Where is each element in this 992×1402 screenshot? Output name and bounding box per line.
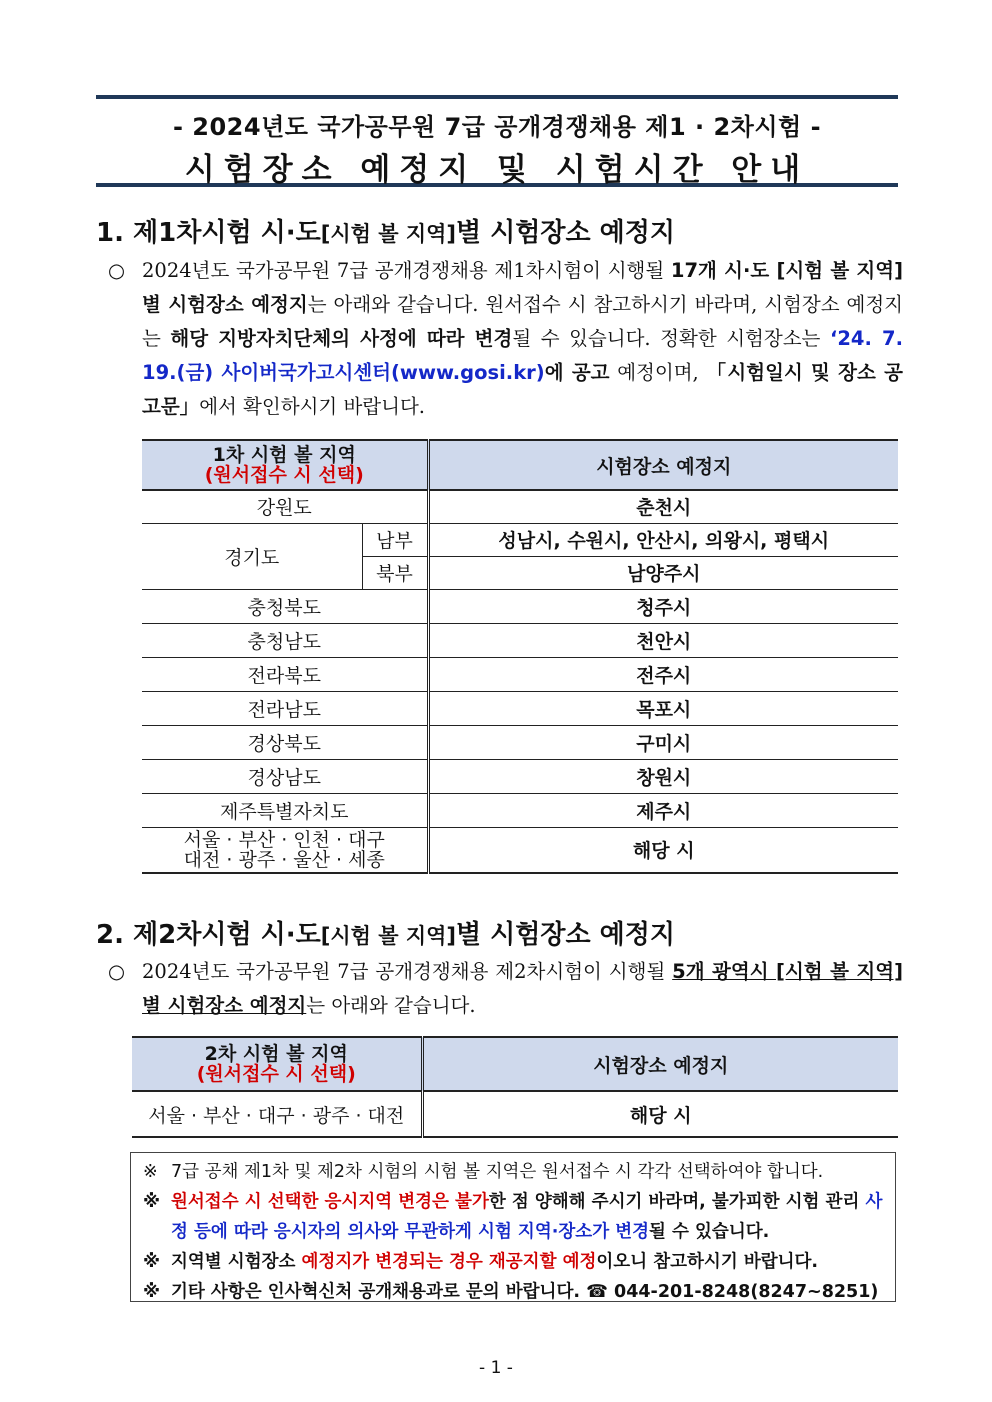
header-site: 시험장소 예정지 [428,440,898,490]
phone-icon: ☎ [586,1282,608,1302]
notes-box [130,1152,896,1302]
table-header-row [142,440,898,490]
table-row: 전라북도 전주시 [142,657,898,691]
title-banner [96,95,898,187]
table-row: 서울 · 부산 · 대구 · 광주 · 대전 해당 시 [132,1091,898,1137]
section2-heading: 2. 제2차시험 시·도[시험 볼 지역]별 시험장소 예정지 [96,920,676,950]
exam2-sites-table [132,1036,898,1138]
section1-paragraph: ○ 2024년도 국가공무원 7급 공개경쟁채용 제1차시험이 시행될 17개 시·도 [시험 볼 지역]별 시험장소 예정지는 아래와 같습니다. 원서접수 시 참고하시기 바라며, 시험장소 예정지는 해당 지방자치단체의 사정에 따라 변경될 수 있습니다. 정확한 시험장소는 ‘24. 7. 19.(금) 사이버국가고시센터(www.gosi.kr)에 공고 예정이며, 「시험일시 및 장소 공고문」에서 확인하시기 바랍니다. [108,254,903,424]
note-line: ※ 7급 공채 제1차 및 제2차 시험의 시험 볼 지역은 원서접수 시 각각 선택하여야 합니다. [143,1162,824,1182]
table-row: 서울 · 부산 · 인천 · 대구 대전 · 광주 · 울산 · 세종 해당 시 [142,827,898,873]
page-number: - 1 - [479,1358,513,1378]
section1-heading: 1. 제1차시험 시·도[시험 볼 지역]별 시험장소 예정지 [96,218,676,248]
exam1-sites-table [142,439,898,874]
table-header-row [132,1037,898,1091]
table-row: 경상남도 창원시 [142,759,898,793]
table-row: 경기도 남부 성남시, 수원시, 안산시, 의왕시, 평택시 [142,523,898,556]
bullet-icon: ○ [108,259,126,282]
note-line: ※ 지역별 시험장소 예정지가 변경되는 경우 재공지할 예정이오니 참고하시기 바랍니다. [143,1252,819,1272]
header-region: 2차 시험 볼 지역 (원서접수 시 선택) [132,1037,422,1091]
header-site: 시험장소 예정지 [422,1037,898,1091]
bullet-icon: ○ [108,960,126,983]
table-row: 충청북도 청주시 [142,589,898,623]
table-row: 강원도 춘천시 [142,490,898,523]
document-title: 시험장소 예정지 및 시험시간 안내 [184,152,810,188]
document-subtitle: - 2024년도 국가공무원 7급 공개경쟁채용 제1 · 2차시험 - [172,113,822,141]
note-line: ※ 기타 사항은 인사혁신처 공개채용과로 문의 바랍니다. ☎ 044-201-8248(8247~8251) [143,1282,879,1302]
table-row: 제주특별자치도 제주시 [142,793,898,827]
table-row: 전라남도 목포시 [142,691,898,725]
section2-paragraph: ○ 2024년도 국가공무원 7급 공개경쟁채용 제2차시험이 시행될 5개 광역시 [시험 볼 지역]별 시험장소 예정지는 아래와 같습니다. [108,955,903,1023]
note-line: ※ 원서접수 시 선택한 응시지역 변경은 불가한 점 양해해 주시기 바라며, 불가피한 시험 관리 사정 등에 따라 응시자의 의사와 무관하게 시험 지역·장소가 변경될 수 있습니다. [143,1192,883,1242]
table-row: 북부 남양주시 [142,556,898,589]
table-row: 경상북도 구미시 [142,725,898,759]
header-region: 1차 시험 볼 지역 (원서접수 시 선택) [142,440,428,490]
table-row: 충청남도 천안시 [142,623,898,657]
